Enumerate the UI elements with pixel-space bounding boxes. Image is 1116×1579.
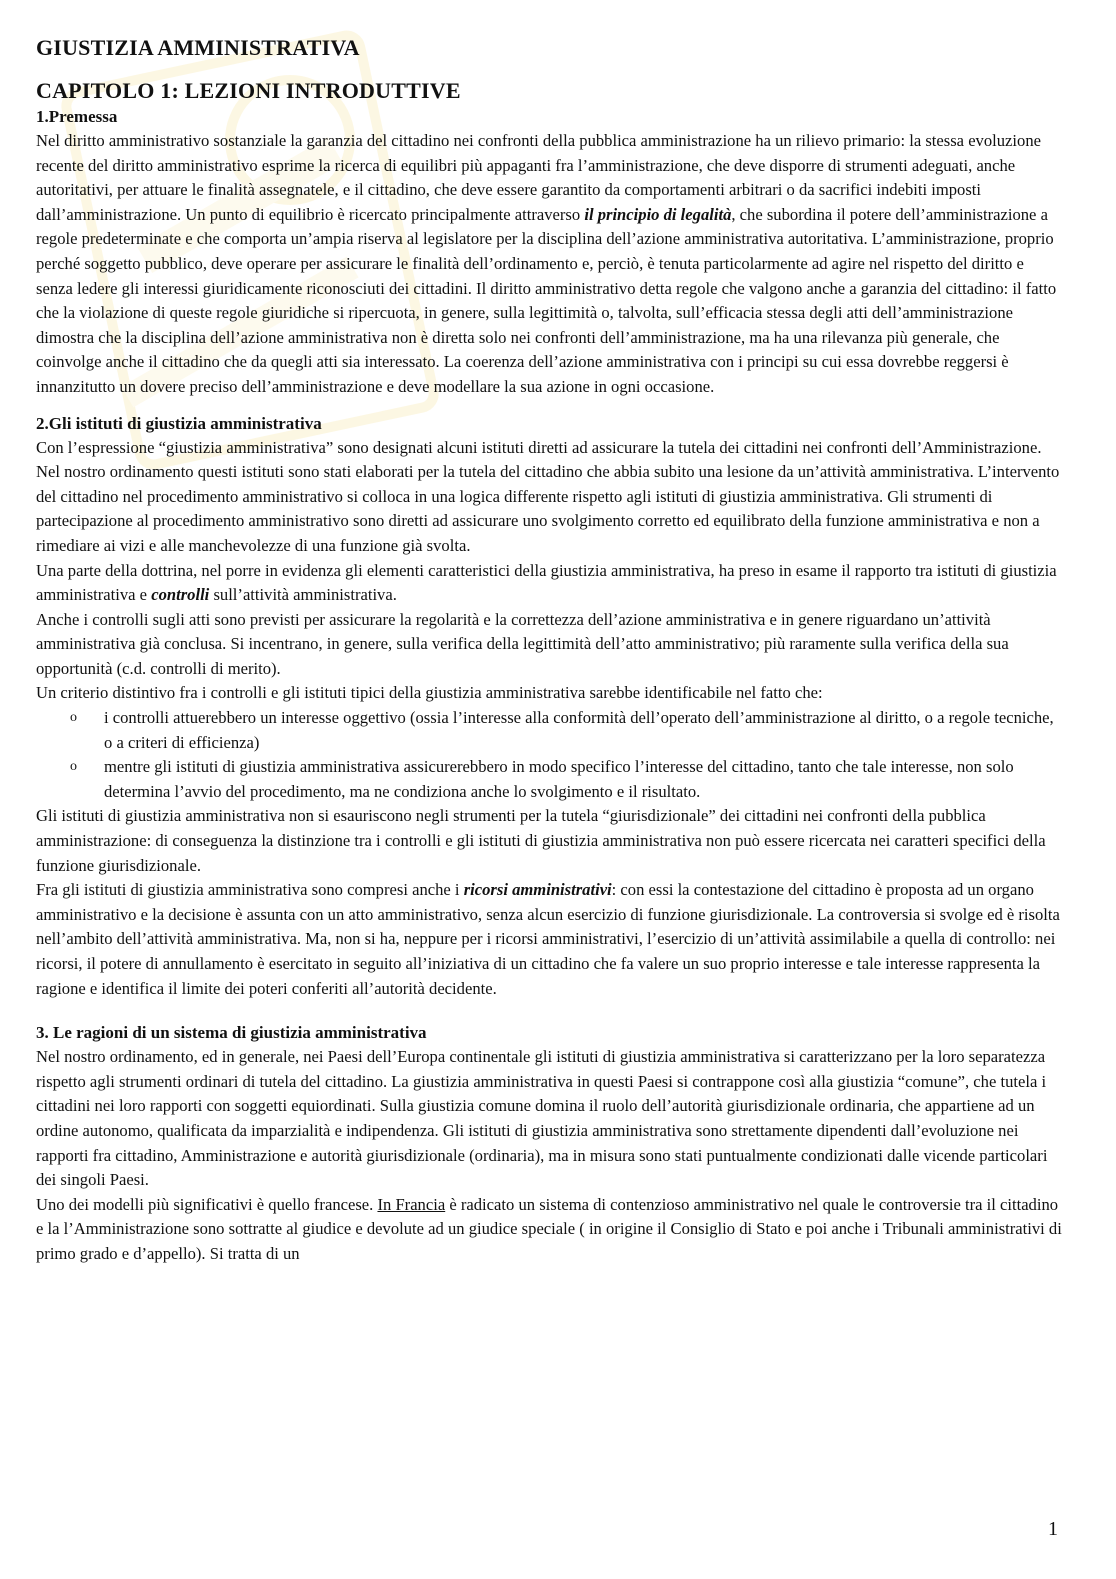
paragraph: Uno dei modelli più significativi è quello francese. In Francia è radicato un sistema di contenzioso amministrativo nel quale le controversie tra il cittadino e la l’Amministrazione sono sottratte al giudice e devolute ad un giudice speciale ( in origine il Consiglio di Stato e poi anche i Tribunali amministrativi di primo grado e d’appello). Si tratta di un [36,1194,1062,1263]
bullet-list [36,706,1062,804]
section-heading-istituti: 2.Gli istituti di giustizia amministrativa [36,413,322,433]
list-item: o i controlli attuerebbero un interesse oggettivo (ossia l’interesse alla conformità dell’operato dell’amministrazione al diritto, o a regole tecniche, o a criteri di efficienza) [70,708,1054,752]
paragraph: Anche i controlli sugli atti sono previsti per assicurare la regolarità e la correttezza dell’azione amministrativa e in genere riguardano un’attività amministrativa già conclusa. Si incentrano, in genere, sulla verifica della legittimità dell’atto amministrativo; più raramente sulla verifica della sua opportunità (c.d. controlli di merito). [36,609,1009,678]
chapter-title: CAPITOLO 1: LEZIONI INTRODUTTIVE [36,78,461,103]
emphasis-controlli: controlli [151,585,210,605]
emphasis-ricorsi-amministrativi: ricorsi amministrativi [463,880,612,900]
bullet-marker: o [70,759,77,775]
document-title: GIUSTIZIA AMMINISTRATIVA [36,35,360,60]
document-page [36,34,1062,1267]
paragraph: Una parte della dottrina, nel porre in evidenza gli elementi caratteristici della giustizia amministrativa, ha preso in esame il rapporto tra istituti di giustizia amministrativa e controlli sull’attività amministrativa. [36,560,1057,605]
paragraph: Un criterio distintivo fra i controlli e gli istituti tipici della giustizia amministrativa sarebbe identificabile nel fatto che: [36,683,823,703]
paragraph: Nel nostro ordinamento, ed in generale, nei Paesi dell’Europa continentale gli istituti di giustizia amministrativa si caratterizzano per la loro separatezza rispetto agli strumenti ordinari di tutela del cittadino. La giustizia amministrativa in questi Paesi si contrappone così alla giustizia “comune”, che tutela i cittadini nei loro rapporti con soggetti equiordinati. Sulla giustizia comune domina il ruolo dell’autorità giurisdizionale ordinaria, che appartiene ad un ordine autonomo, qualificata da imparzialità e indipendenza. Gli istituti di giustizia amministrativa sono strettamente dipendenti dall’evoluzione nei rapporti fra cittadino, Amministrazione e autorità giurisdizionale (ordinaria), ma in misura sono stati puntualmente condizionati dalle vicende particolari dei singoli Paesi. [36,1047,1048,1190]
paragraph: Nel diritto amministrativo sostanziale la garanzia del cittadino nei confronti della pubblica amministrazione ha un rilievo primario: la stessa evoluzione recente del diritto amministrativo esprime la ricerca di equilibri più appaganti fra l’amministrazione, che deve disporre di strumenti adeguati, anche autoritativi, per attuare le finalità assegnatele, e il cittadino, che deve essere garantito da comportamenti arbitrari o da sacrifici indebiti imposti dall’amministrazione. Un punto di equilibrio è ricercato principalmente attraverso il principio di legalità, che subordina il potere dell’amministrazione a regole predeterminate e che comporta un’ampia riserva al legislatore per la disciplina dell’azione amministrativa autoritativa. L’amministrazione, proprio perché soggetto pubblico, deve operare per assicurare le finalità dell’ordinamento e, perciò, è tenuta particolarmente ad agire nel rispetto del diritto e senza ledere gli interessi giuridicamente riconosciuti dei cittadini. Il diritto amministrativo detta regole che valgono anche a garanzia del cittadino: il fatto che la violazione di queste regole giuridiche si ripercuota, in genere, sulla legittimità o, talvolta, sull’efficacia stessa degli atti dell’amministrazione dimostra che la disciplina dell’azione amministrativa non è diretta solo nei confronti dell’amministrazione, ma ha una rilevanza più generale, che coinvolge anche il cittadino che da quegli atti sia interessato. La coerenza dell’azione amministrativa con i principi su cui essa dovrebbe reggersi è innanzitutto un dovere preciso dell’amministrazione e deve modellare la sua azione in ogni occasione. [36,131,1057,396]
section-heading-premessa: 1.Premessa [36,107,118,126]
paragraph: Con l’espressione “giustizia amministrativa” sono designati alcuni istituti diretti ad assicurare la tutela dei cittadini nei confronti dell’Amministrazione. Nel nostro ordinamento questi istituti sono stati elaborati per la tutela del cittadino che abbia subito una lesione da un’attività amministrativa. L’intervento del cittadino nel procedimento amministrativo si colloca in una logica differente rispetto agli istituti di giustizia amministrativa. Gli strumenti di partecipazione al procedimento amministrativo sono diretti ad assicurare uno svolgimento corretto ed equilibrato della funzione amministrativa e non a rimediare ai vizi e alle manchevolezze di una funzione già svolta. [36,437,1060,555]
paragraph: Fra gli istituti di giustizia amministrativa sono compresi anche i ricorsi amministrativi: con essi la contestazione del cittadino è proposta ad un organo amministrativo e la decisione è assunta con un atto amministrativo, senza alcun esercizio di funzione giurisdizionale. La controversia si svolge ed è risolta nell’ambito dell’attività amministrativa. Ma, non si ha, neppure per i ricorsi amministrativi, l’esercizio di un’attività assimilabile a quella di controllo: nei ricorsi, il potere di annullamento è esercitato in seguito all’iniziativa di un cittadino che fa valere un suo proprio interesse e tale interesse rappresenta la ragione e identifica il limite dei poteri conferiti all’autorità decidente. [36,880,1060,998]
emphasis-principio-legalita: il principio di legalità [584,204,732,224]
paragraph: Gli istituti di giustizia amministrativa non si esauriscono negli strumenti per la tutela “giurisdizionale” dei cittadini nei confronti della pubblica amministrazione: di conseguenza la distinzione tra i controlli e gli istituti di giustizia amministrativa non può essere ricercata nei caratteri specifici della funzione giurisdizionale. [36,806,1046,875]
section-heading-ragioni: 3. Le ragioni di un sistema di giustizia amministrativa [36,1023,427,1043]
underlined-in-francia: In Francia [377,1194,446,1214]
bullet-marker: o [70,710,77,726]
list-item: o mentre gli istituti di giustizia amministrativa assicurerebbero in modo specifico l’interesse del cittadino, tanto che tale interesse, non solo determina l’avvio del procedimento, ma ne condiziona anche lo svolgimento e il risultato. [70,757,1014,801]
page-number: 1 [1048,1518,1058,1540]
